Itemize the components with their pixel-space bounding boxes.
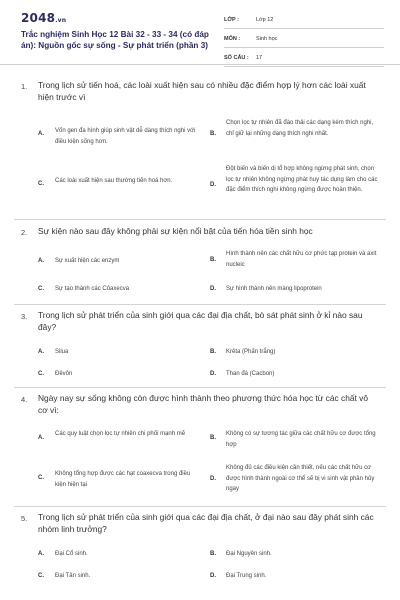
option-d[interactable]: [210, 164, 380, 210]
option-c[interactable]: [38, 284, 198, 298]
option-text: Đêvôn: [55, 371, 73, 377]
option-letter: A.: [38, 435, 44, 441]
option-text: Không có sự tương tác giữa các chất hữu cơ được tổng hợp: [226, 431, 376, 448]
option-letter: B.: [210, 349, 216, 355]
option-d[interactable]: [210, 463, 380, 497]
option-letter: A.: [38, 551, 44, 557]
option-letter: A.: [38, 349, 44, 355]
option-text: Không tổng hợp được các hạt coaxecva trong điều kiện hiện tại: [55, 471, 191, 488]
meta-label: SỐ CÂU :: [224, 55, 249, 61]
option-text: Không đủ các điều kiện cần thiết, nếu các chất hữu cơ được hình thành ngoài cơ thể sẽ bị vi sinh vật phân hủy ngay: [226, 465, 375, 492]
option-d[interactable]: [210, 571, 380, 585]
question-number: 3.: [21, 312, 28, 321]
meta-label: MÔN :: [224, 36, 241, 42]
option-b[interactable]: [210, 118, 380, 154]
option-a[interactable]: [38, 549, 198, 563]
meta-row-subject: [224, 31, 384, 48]
option-a[interactable]: [38, 122, 198, 152]
option-letter: A.: [38, 258, 44, 264]
option-c[interactable]: [38, 467, 198, 491]
option-text: Sự xuất hiện các enzym: [55, 258, 120, 264]
option-d[interactable]: [210, 284, 380, 298]
meta-value: 17: [256, 55, 263, 61]
question-text: Trong lịch sử phát triển của sinh giới qua các đại địa chất, bò sát phát sinh ở kỉ nào sau đây?: [38, 310, 363, 332]
option-text: Đột biến và biến dị tổ hợp không ngừng phát sinh, chọn lọc tự nhiên không ngừng phát huy tác dụng làm cho các đặc điểm thích nghi không ngừng được hoàn thiện.: [226, 166, 378, 193]
option-text: Than đá (Cacbon): [226, 371, 275, 377]
option-letter: D.: [210, 286, 216, 292]
option-b[interactable]: [210, 249, 380, 273]
question-text: Sự kiện nào sau đây không phải sự kiện nổi bật của tiến hóa tiền sinh học: [38, 226, 313, 236]
meta-value: Lớp 12: [256, 17, 274, 23]
option-c[interactable]: [38, 173, 198, 197]
option-letter: C.: [38, 475, 44, 481]
meta-table: [224, 12, 384, 69]
option-letter: D.: [210, 371, 216, 377]
option-letter: C.: [38, 286, 44, 292]
option-b[interactable]: [210, 549, 380, 563]
option-a[interactable]: [38, 347, 198, 361]
meta-label: LỚP :: [224, 17, 239, 23]
option-letter: C.: [38, 371, 44, 377]
question-divider: [14, 304, 386, 305]
option-text: Đại Cổ sinh.: [55, 551, 88, 557]
question-text: Ngày nay sự sống không còn được hình thành theo phương thức hóa học từ các chất vô cơ vì:: [38, 393, 369, 415]
question-number: 5.: [21, 514, 28, 523]
option-letter: D.: [210, 476, 216, 482]
option-b[interactable]: [210, 427, 380, 451]
logo-text: 2048: [21, 11, 56, 25]
option-letter: C.: [38, 181, 44, 187]
question-divider: [14, 506, 386, 507]
option-a[interactable]: [38, 427, 198, 451]
option-text: Silua: [55, 349, 69, 355]
option-letter: B.: [210, 131, 216, 137]
page-header: [0, 0, 400, 65]
option-text: Đại Nguyên sinh.: [226, 551, 272, 557]
option-letter: C.: [38, 573, 44, 579]
question-divider: [14, 219, 386, 220]
option-d[interactable]: [210, 369, 380, 383]
option-c[interactable]: [38, 571, 198, 585]
option-a[interactable]: [38, 256, 198, 270]
option-text: Đại Trung sinh.: [226, 573, 267, 579]
question-text: Trong lịch sử tiến hoá, các loài xuất hiện sau có nhiều đặc điểm hợp lý hơn các loài xuất hiện trước vì: [38, 80, 366, 102]
question-number: 2.: [21, 228, 28, 237]
meta-row-count: [224, 50, 384, 67]
question-number: 1.: [21, 82, 28, 91]
option-text: Vốn gen đa hình giúp sinh vật dễ dàng thích nghi với điều kiện sống hơn.: [55, 128, 196, 145]
question-divider: [14, 387, 386, 388]
option-letter: A.: [38, 131, 44, 137]
option-letter: D.: [210, 573, 216, 579]
option-letter: B.: [210, 435, 216, 441]
option-text: Sự hình thành nên màng lipoprotein: [226, 286, 322, 292]
question-number: 4.: [21, 395, 28, 404]
option-text: Sự tạo thành các Côaxecva: [55, 286, 130, 292]
option-text: Chọn lọc tự nhiên đã đào thải các dạng kém thích nghi, chỉ giữ lại những dạng thích nghi nhất.: [226, 120, 374, 137]
meta-value: Sinh học: [256, 36, 278, 42]
option-letter: B.: [210, 257, 216, 263]
document-title: Trắc nghiệm Sinh Học 12 Bài 32 - 33 - 34 (có đáp án): Nguồn gốc sự sống - Sự phát triển (phần 3): [21, 30, 209, 50]
question-text: Trong lịch sử phát triển của sinh giới qua các đại địa chất, ở đại nào sau đây phát sinh các nhóm linh trưởng?: [38, 512, 374, 534]
logo-suffix: .vn: [55, 17, 67, 24]
option-text: Các loài xuất hiện sau thường tiến hoá hơn.: [55, 178, 173, 184]
meta-row-grade: [224, 12, 384, 29]
option-text: Các quy luật chọn lọc tự nhiên chi phối mạnh mẽ: [55, 431, 186, 437]
site-logo[interactable]: [21, 11, 66, 25]
option-c[interactable]: [38, 369, 198, 383]
option-text: Hình thành nên các chất hữu cơ phức tạp protein và axit nucleic: [226, 251, 377, 268]
option-letter: B.: [210, 551, 216, 557]
option-b[interactable]: [210, 347, 380, 361]
option-text: Krêta (Phấn trắng): [226, 349, 276, 355]
option-letter: D.: [210, 182, 216, 188]
option-text: Đại Tân sinh.: [55, 573, 91, 579]
